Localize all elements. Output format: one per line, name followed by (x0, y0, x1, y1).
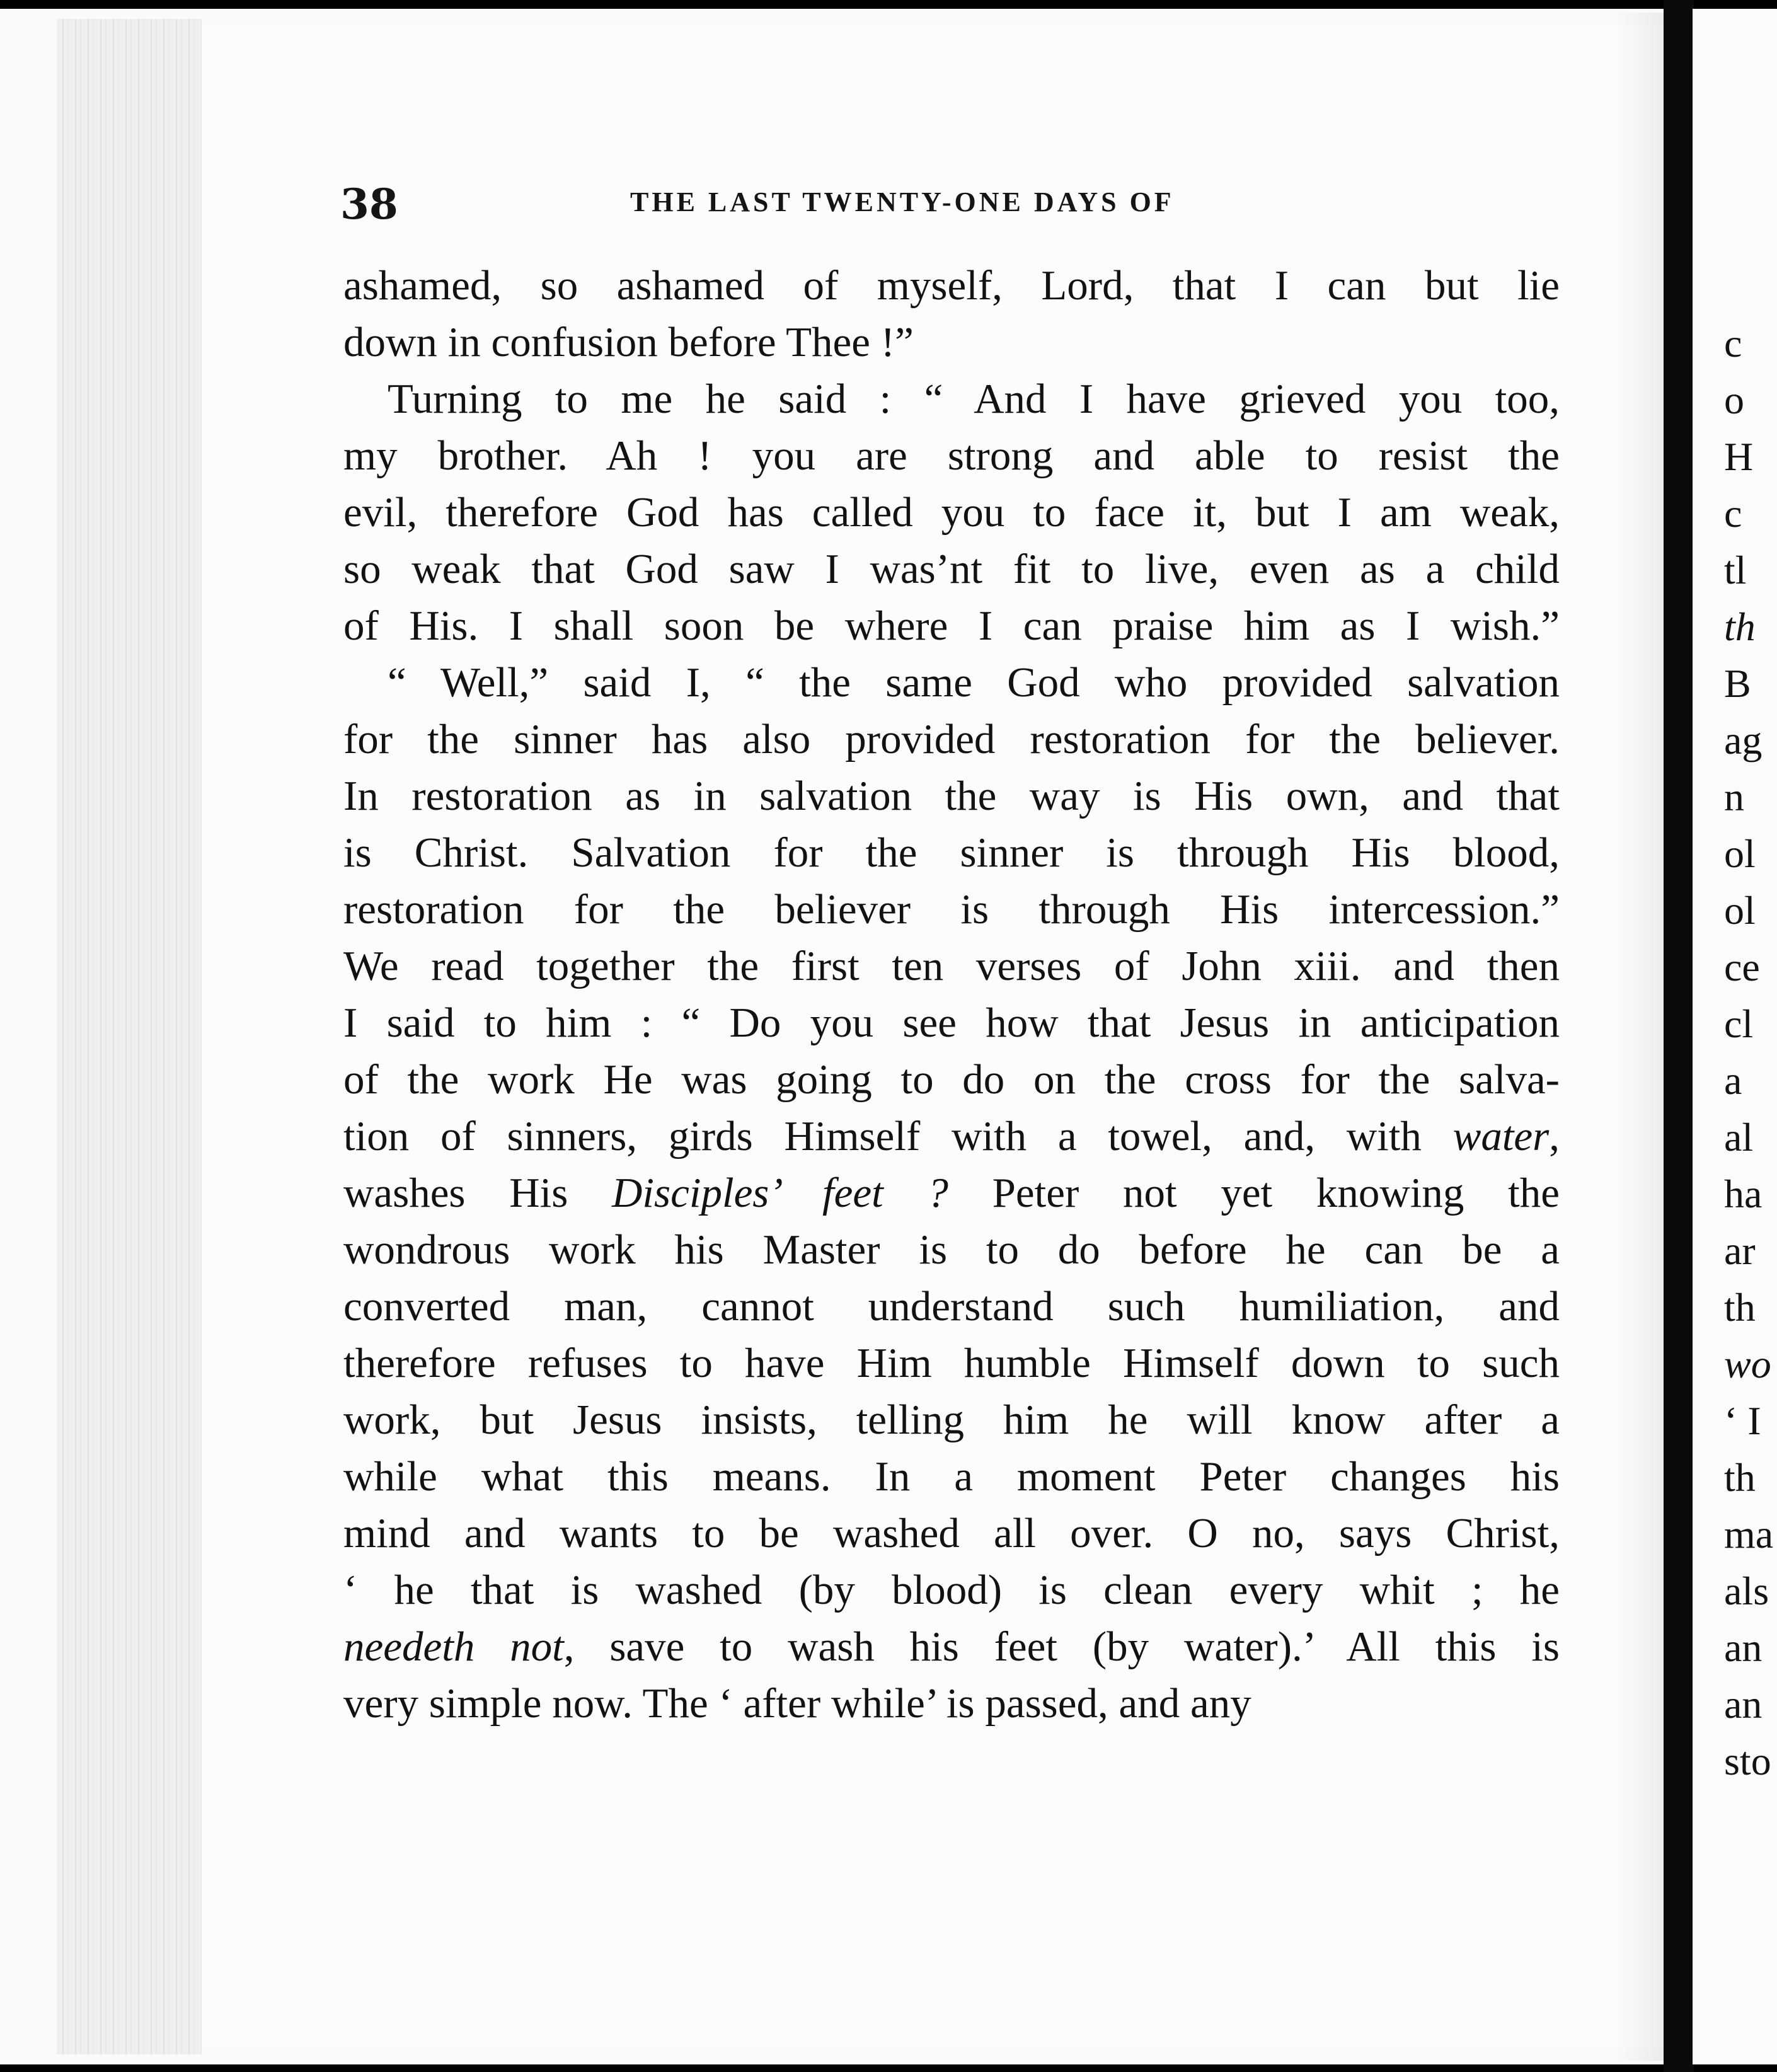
text-segment: “ Well,” said I, “ the same God who provided salvation (388, 659, 1560, 706)
text-segment: wondrous work his Master is to do before he can be a (343, 1226, 1560, 1273)
text-line (343, 824, 1560, 881)
text-line (343, 597, 1560, 654)
text-segment: ‘ he that is washed (by blood) is clean every whit ; he (343, 1567, 1560, 1613)
text-segment: restoration for the believer is through His intercession.” (343, 886, 1560, 933)
text-segment: so weak that God saw I was’nt fit to live, even as a child (343, 546, 1560, 592)
text-line (343, 541, 1560, 597)
text-segment: for the sinner has also provided restoration for the believer. (343, 716, 1560, 763)
text-segment: very simple now. The ‘ after while’ is passed, and any (343, 1680, 1251, 1727)
facing-page-fragment: cl (1724, 1001, 1754, 1046)
facing-page-fragment: ar (1724, 1228, 1756, 1273)
text-line (343, 484, 1560, 541)
facing-page-fragment: H (1724, 434, 1754, 479)
facing-page-fragment: a (1724, 1058, 1742, 1103)
text-line (343, 257, 1560, 314)
facing-page-fragment: n (1724, 774, 1744, 819)
header-title: THE LAST TWENTY-ONE DAYS OF (630, 187, 1175, 217)
facing-page-fragment: an (1724, 1682, 1763, 1727)
facing-page-fragment: c (1724, 491, 1742, 536)
page-number: 38 (340, 180, 398, 229)
text-segment: of the work He was going to do on the cross for the salva- (343, 1056, 1560, 1103)
facing-page-fragment: c (1724, 321, 1742, 365)
facing-page-fragment: th (1724, 604, 1756, 649)
text-line (343, 1165, 1560, 1221)
facing-page-fragment: ha (1724, 1171, 1763, 1216)
text-line (343, 314, 1560, 371)
facing-page-fragment: an (1724, 1625, 1763, 1670)
text-line (343, 1278, 1560, 1335)
facing-page-fragment: sto (1724, 1739, 1771, 1783)
text-line (343, 1108, 1560, 1165)
text-line (343, 1448, 1560, 1505)
text-segment: washes His (343, 1170, 612, 1216)
running-head (340, 180, 1563, 236)
text-line (343, 371, 1560, 427)
text-line (343, 1221, 1560, 1278)
text-segment: mind and wants to be washed all over. O no, says Christ, (343, 1510, 1560, 1557)
text-segment: Turning to me he said : “ And I have grieved you too, (388, 376, 1560, 422)
facing-page-fragment: ‘ I (1724, 1398, 1761, 1443)
facing-page-fragment: als (1724, 1568, 1769, 1613)
facing-page-fragment: ag (1724, 718, 1763, 763)
text-line (343, 427, 1560, 484)
text-segment: of His. I shall soon be where I can praise him as I wish.” (343, 602, 1560, 649)
facing-page-text (1724, 315, 1777, 1790)
text-line (343, 994, 1560, 1051)
gutter-strip (1664, 0, 1694, 2072)
text-line (343, 881, 1560, 938)
facing-page-fragment: tl (1724, 548, 1747, 592)
text-line (343, 1675, 1560, 1732)
text-segment: my brother. Ah ! you are strong and able to resist the (343, 432, 1560, 479)
body-text (343, 257, 1560, 1732)
text-line (343, 1051, 1560, 1108)
text-line (343, 654, 1560, 711)
facing-page-fragment: B (1724, 661, 1751, 706)
text-segment: ashamed, so ashamed of myself, Lord, that I can but lie (343, 262, 1560, 309)
text-segment: tion of sinners, girds Himself with a towel, and, with (343, 1113, 1453, 1160)
text-line (343, 1618, 1560, 1675)
gutter-shadow (1613, 13, 1664, 2061)
text-segment: , (1549, 1113, 1560, 1160)
text-segment: evil, therefore God has called you to face it, but I am weak, (343, 489, 1560, 536)
text-line (343, 768, 1560, 824)
text-segment: We read together the first ten verses of John xiii. and then (343, 943, 1560, 989)
text-segment: work, but Jesus insists, telling him he will know after a (343, 1396, 1560, 1443)
facing-page-fragment: th (1724, 1285, 1756, 1330)
text-line (343, 711, 1560, 768)
facing-page-fragment: o (1724, 377, 1744, 422)
text-line (343, 1562, 1560, 1618)
text-segment: therefore refuses to have Him humble Himself down to such (343, 1340, 1560, 1386)
text-segment: converted man, cannot understand such humiliation, and (343, 1283, 1560, 1330)
text-line (343, 1391, 1560, 1448)
facing-page-fragment: ma (1724, 1512, 1774, 1557)
text-line (343, 938, 1560, 994)
page-edges (57, 19, 202, 2054)
facing-page-fragment: ol (1724, 831, 1756, 876)
facing-page-fragment: wo (1724, 1342, 1771, 1386)
facing-page-fragment: al (1724, 1115, 1754, 1160)
text-line (343, 1335, 1560, 1391)
text-segment: down in confusion before Thee !” (343, 319, 914, 365)
facing-page-fragment: ol (1724, 888, 1756, 933)
text-segment: Disciples’ feet ? (612, 1170, 948, 1216)
text-segment: I said to him : “ Do you see how that Jesus in anticipation (343, 999, 1560, 1046)
text-segment: water (1452, 1113, 1550, 1160)
text-segment: In restoration as in salvation the way is His own, and that (343, 773, 1560, 819)
text-segment: while what this means. In a moment Peter changes his (343, 1453, 1560, 1500)
facing-page-fragment: ce (1724, 945, 1760, 989)
text-segment: is Christ. Salvation for the sinner is through His blood, (343, 829, 1560, 876)
text-segment: Peter not yet knowing the (948, 1170, 1560, 1216)
text-line (343, 1505, 1560, 1562)
text-segment: needeth not (343, 1623, 564, 1670)
text-segment: , save to wash his feet (by water).’ All this is (563, 1623, 1560, 1670)
facing-page-fragment: th (1724, 1455, 1756, 1500)
